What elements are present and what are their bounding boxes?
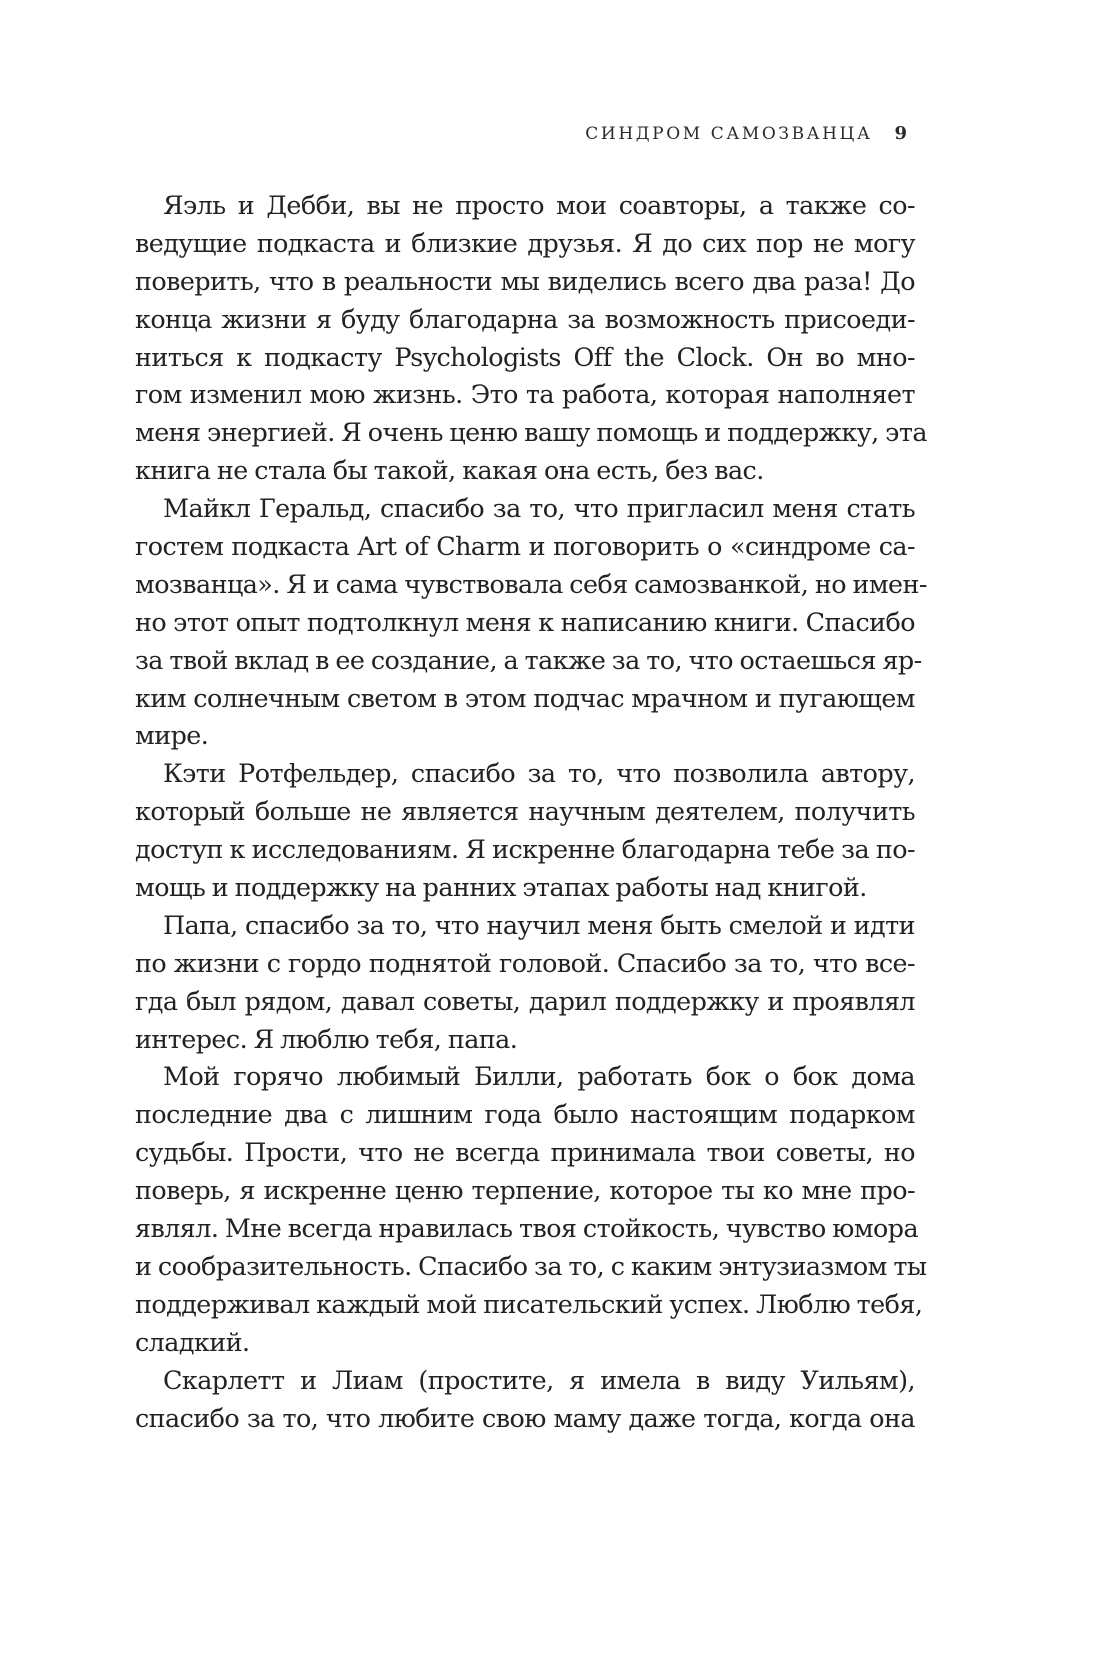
text-line: поддерживал каждый мой писательский успех. Люблю тебя, [135, 1288, 923, 1319]
text-line: книга не стала бы такой, какая она есть, без вас. [135, 455, 764, 486]
text-line: конца жизни я буду благодарна за возможность присоеди- [135, 303, 915, 334]
text-line: поверь, я искренне ценю терпение, которое ты ко мне про- [135, 1175, 915, 1206]
text-line: гда был рядом, давал советы, дарил поддержку и проявлял [135, 985, 915, 1016]
text-line: по жизни с гордо поднятой головой. Спасибо за то, что все- [135, 947, 915, 978]
text-line: ведущие подкаста и близкие друзья. Я до сих пор не могу [135, 227, 915, 258]
paragraph [135, 1362, 915, 1438]
text-line: мозванца». Я и сама чувствовала себя самозванкой, но имен- [135, 568, 927, 599]
text-line: ким солнечным светом в этом подчас мрачном и пугающем [135, 682, 915, 713]
text-line: и сообразительность. Спасибо за то, с каким энтузиазмом ты [135, 1250, 927, 1281]
text-line: Майкл Геральд, спасибо за то, что пригласил меня стать [163, 493, 915, 524]
paragraph [135, 1058, 927, 1361]
text-line: ниться к подкасту Psychologists Off the Clock. Он во мно- [135, 341, 915, 372]
text-line: Кэти Ротфельдер, спасибо за то, что позволила автору, [163, 758, 915, 789]
text-line: доступ к исследованиям. Я искренне благодарна тебе за по- [135, 834, 915, 865]
page-number: 9 [894, 123, 907, 144]
text-line: мире. [135, 720, 209, 751]
paragraph [135, 187, 927, 490]
text-line: являл. Мне всегда нравилась твоя стойкость, чувство юмора [135, 1213, 919, 1244]
text-line: который больше не является научным деятелем, получить [135, 796, 915, 827]
text-line: поверить, что в реальности мы виделись всего два раза! До [135, 265, 915, 296]
page-body [135, 187, 927, 1437]
text-line: мощь и поддержку на ранних этапах работы над книгой. [135, 872, 867, 903]
text-line: спасибо за то, что любите свою маму даже тогда, когда она [135, 1402, 915, 1433]
text-line: гом изменил мою жизнь. Это та работа, которая наполняет [135, 379, 915, 410]
text-line: Мой горячо любимый Билли, работать бок о бок дома [163, 1061, 915, 1092]
paragraph [135, 907, 915, 1059]
text-line: судьбы. Прости, что не всегда принимала твои советы, но [135, 1137, 915, 1168]
text-line: меня энергией. Я очень ценю вашу помощь и поддержку, эта [135, 417, 927, 448]
running-title: СИНДРОМ САМОЗВАНЦА [585, 124, 873, 144]
text-line: но этот опыт подтолкнул меня к написанию книги. Спасибо [135, 606, 915, 637]
paragraph [135, 755, 915, 907]
text-line: гостем подкаста Art of Charm и поговорить о «синдроме са- [135, 531, 915, 562]
text-line: сладкий. [135, 1326, 250, 1357]
text-line: Яэль и Дебби, вы не просто мои соавторы, а также со- [163, 190, 915, 220]
text-line: интерес. Я люблю тебя, папа. [135, 1023, 518, 1054]
running-header [585, 123, 907, 144]
text-line: последние два с лишним года было настоящим подарком [135, 1099, 915, 1130]
text-line: Папа, спасибо за то, что научил меня быть смелой и идти [163, 909, 915, 940]
paragraph [135, 490, 927, 755]
text-line: Скарлетт и Лиам (простите, я имела в виду Уильям), [163, 1364, 915, 1395]
text-line: за твой вклад в ее создание, а также за то, что остаешься яр- [135, 644, 922, 675]
